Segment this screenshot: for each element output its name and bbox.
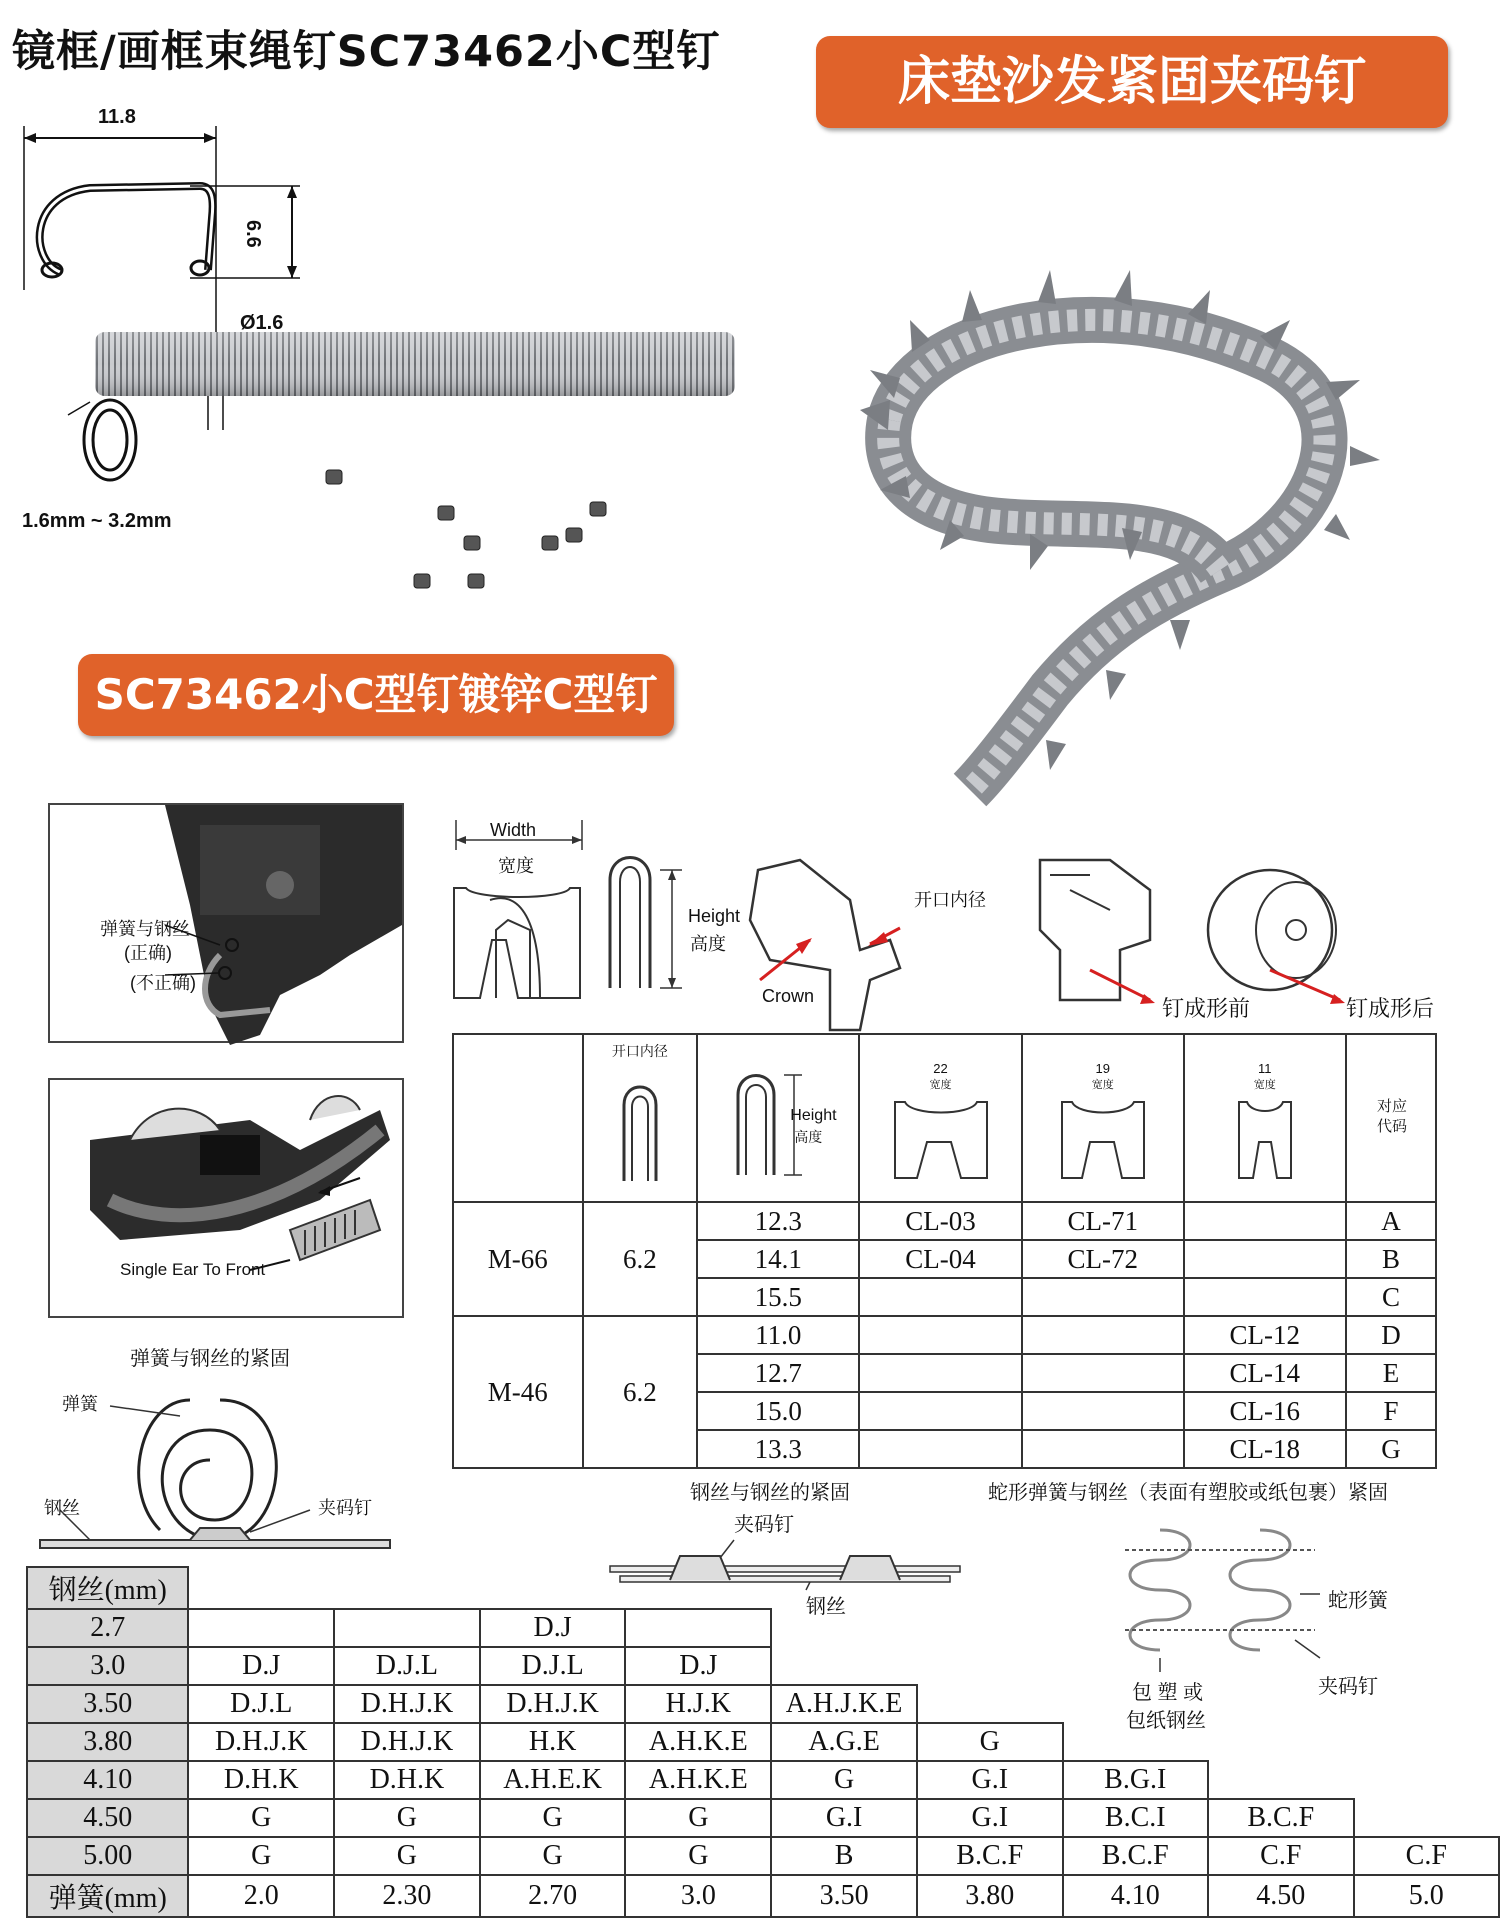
height-cn-label: 高度 [690,934,726,954]
header-code-label: 对应代码 [1377,1098,1408,1135]
compat-cell: C.F [1208,1837,1354,1875]
w19-cell: CL-71 [1022,1202,1184,1240]
model-cell: M-66 [453,1202,583,1316]
compat-cell: D.J [188,1647,334,1685]
compat-cell: D.H.J.K [480,1685,626,1723]
incorrect-label: (不正确) [130,973,196,993]
dimension-diagram [450,820,1450,1020]
compat-cell: A.G.E [771,1723,917,1761]
width-dimension-label: 11.8 [98,106,136,128]
wide-staple-icon-19 [1058,1092,1148,1182]
header-model [453,1034,583,1202]
height-staple-icon [708,1065,848,1185]
compat-cell: C.F [1354,1837,1499,1875]
code-cell: B [1346,1240,1436,1278]
w19-cell [1022,1278,1184,1316]
table-row [27,1799,1499,1837]
spring-size-cell: 4.50 [1208,1875,1354,1917]
opening-staple-icon [610,1065,670,1185]
w11-cell [1184,1278,1347,1316]
compat-cell: G.I [771,1799,917,1837]
header-w11-cn: 宽度 [1253,1079,1276,1091]
spring-footer-row [27,1875,1499,1917]
wire-header-cell: 钢丝(mm) [27,1567,188,1609]
w22-cell [859,1392,1022,1430]
compat-cell: G [625,1837,771,1875]
opening-cell: 6.2 [583,1316,698,1468]
compat-cell: D.J.L [480,1647,626,1685]
w22-cell: CL-04 [859,1240,1022,1278]
width-en-label: Width [490,820,537,840]
single-ear-label: Single Ear To Front [120,1260,266,1279]
compat-cell: B.G.I [1063,1761,1209,1799]
tool-panel-spring-wire [48,803,404,1043]
compat-cell: D.H.K [188,1761,334,1799]
compat-cell: G [334,1837,480,1875]
w11-cell: CL-16 [1184,1392,1347,1430]
compat-cell: A.H.E.K [480,1761,626,1799]
crown-label: Crown [762,986,815,1006]
spring-size-cell: 2.70 [480,1875,626,1917]
left-banner: SC73462小C型钉镀锌C型钉 [78,654,674,736]
compat-cell: A.H.K.E [625,1723,771,1761]
code-cell: A [1346,1202,1436,1240]
height-cell: 13.3 [697,1430,859,1468]
wire-size-cell: 4.10 [27,1761,188,1799]
w22-cell [859,1430,1022,1468]
height-cell: 11.0 [697,1316,859,1354]
w11-cell [1184,1202,1347,1240]
compat-cell [334,1609,480,1647]
compat-cell: G [771,1761,917,1799]
correct-label: (正确) [124,943,172,963]
clip-code-table [452,1033,1437,1469]
w19-cell [1022,1430,1184,1468]
tool-panel-loading [48,1078,404,1318]
compat-cell: B.C.F [917,1837,1063,1875]
compat-cell: D.H.J.K [334,1723,480,1761]
header-opening-label: 开口内径 [611,1043,668,1059]
wire-size-cell: 5.00 [27,1837,188,1875]
table-row [453,1316,1436,1354]
code-cell: C [1346,1278,1436,1316]
table-row [27,1647,1499,1685]
compat-cell: G [188,1799,334,1837]
compat-cell: G [480,1799,626,1837]
spring-size-cell: 5.0 [1354,1875,1499,1917]
w22-cell [859,1354,1022,1392]
wire-diameter-label: Ø1.6 [240,312,284,334]
table-row [27,1723,1499,1761]
compat-cell: G.I [917,1799,1063,1837]
w22-cell [859,1278,1022,1316]
wire-label: 钢丝 [44,1498,80,1518]
compat-cell: G [917,1723,1063,1761]
wire-wire-caption: 钢丝与钢丝的紧固 [690,1482,850,1504]
wire-wire-wire-label: 钢丝 [806,1596,846,1618]
spring-size-cell: 2.0 [188,1875,334,1917]
compat-cell: D.J [480,1609,626,1647]
compat-cell [625,1609,771,1647]
w19-cell [1022,1354,1184,1392]
compat-cell: B.C.I [1063,1799,1209,1837]
header-height-en: Height [790,1107,837,1124]
table-row [27,1837,1499,1875]
compat-cell: G [188,1837,334,1875]
header-w19-cn: 宽度 [1091,1079,1114,1091]
header-opening [583,1034,698,1202]
spring-size-cell: 3.80 [917,1875,1063,1917]
opening-cell: 6.2 [583,1202,698,1316]
after-forming-label: 钉成形后 [1346,996,1435,1021]
narrow-staple-icon-11 [1235,1092,1295,1182]
spring-header-cell: 弹簧(mm) [27,1875,188,1917]
header-w22-cn: 宽度 [929,1079,952,1091]
compat-cell: A.H.K.E [625,1761,771,1799]
compat-cell: A.H.J.K.E [771,1685,917,1723]
height-cell: 14.1 [697,1240,859,1278]
w22-cell: CL-03 [859,1202,1022,1240]
wide-staple-icon-22 [891,1092,991,1182]
header-height [697,1034,859,1202]
wire-size-cell: 3.80 [27,1723,188,1761]
height-cell: 15.5 [697,1278,859,1316]
table-row [27,1609,1499,1647]
wire-header-row [27,1567,1499,1609]
serpentine-caption: 蛇形弹簧与钢丝（表面有塑胶或纸包裹）紧固 [988,1482,1388,1504]
height-en-label: Height [688,906,741,926]
code-cell: G [1346,1430,1436,1468]
header-width-11 [1184,1034,1347,1202]
w11-cell: CL-14 [1184,1354,1347,1392]
height-dimension-label: 6.6 [242,220,264,248]
clip-label: 夹码钉 [318,1498,372,1518]
w19-cell [1022,1392,1184,1430]
wrapped-wire-label-2: 包纸钢丝 [1126,1710,1206,1732]
compat-cell: D.H.J.K [188,1723,334,1761]
serpentine-clip-label: 夹码钉 [1318,1676,1378,1698]
compat-cell: G [334,1799,480,1837]
compat-cell: B.C.F [1063,1837,1209,1875]
wire-wire-clip-label: 夹码钉 [734,1514,794,1536]
compat-cell: G [625,1799,771,1837]
compat-cell: G.I [917,1761,1063,1799]
height-cell: 12.3 [697,1202,859,1240]
header-w19-value: 19 [1095,1061,1110,1076]
header-width-19 [1022,1034,1184,1202]
c-nail-diagram [0,100,760,560]
w22-cell [859,1316,1022,1354]
w11-cell [1184,1240,1347,1278]
w19-cell [1022,1316,1184,1354]
spring-fastening-title: 弹簧与钢丝的紧固 [130,1348,290,1370]
compat-cell [188,1609,334,1647]
header-width-22 [859,1034,1022,1202]
spring-size-cell: 4.10 [1063,1875,1209,1917]
header-height-cn: 高度 [794,1129,823,1145]
header-code [1346,1034,1436,1202]
wire-range-label: 1.6mm ~ 3.2mm [22,510,172,532]
clip-coil-photo [850,270,1410,790]
wrapped-wire-label-1: 包 塑 或 [1132,1682,1204,1704]
wire-size-cell: 4.50 [27,1799,188,1837]
spring-size-cell: 3.0 [625,1875,771,1917]
compat-cell: D.J [625,1647,771,1685]
compat-cell: G [480,1837,626,1875]
opening-label: 开口内径 [914,890,986,910]
compat-cell: D.J.L [334,1647,480,1685]
w11-cell: CL-12 [1184,1316,1347,1354]
spring-label: 弹簧 [62,1394,98,1414]
spring-size-cell: 2.30 [334,1875,480,1917]
model-cell: M-46 [453,1316,583,1468]
height-cell: 15.0 [697,1392,859,1430]
wire-size-cell: 3.50 [27,1685,188,1723]
page-title: 镜框/画框束绳钉SC73462小C型钉 [12,27,721,77]
height-cell: 12.7 [697,1354,859,1392]
right-banner: 床垫沙发紧固夹码钉 [816,36,1448,128]
wire-size-cell: 2.7 [27,1609,188,1647]
compat-cell: D.H.J.K [334,1685,480,1723]
serpentine-spring-label: 蛇形簧 [1328,1590,1388,1612]
wire-compat-table [26,1566,1500,1918]
w11-cell: CL-18 [1184,1430,1347,1468]
spring-size-cell: 3.50 [771,1875,917,1917]
header-w22-value: 22 [933,1061,948,1076]
code-cell: F [1346,1392,1436,1430]
compat-cell: B.C.F [1208,1799,1354,1837]
compat-cell: D.J.L [188,1685,334,1723]
header-w11-value: 11 [1258,1061,1272,1076]
w19-cell: CL-72 [1022,1240,1184,1278]
table-header-row [453,1034,1436,1202]
code-cell: D [1346,1316,1436,1354]
table-row [27,1761,1499,1799]
compat-cell: B [771,1837,917,1875]
compat-cell: H.J.K [625,1685,771,1723]
compat-cell: D.H.K [334,1761,480,1799]
compat-cell: H.K [480,1723,626,1761]
before-forming-label: 钉成形前 [1162,996,1251,1021]
spring-wire-label: 弹簧与钢丝 [100,919,190,939]
code-cell: E [1346,1354,1436,1392]
wire-size-cell: 3.0 [27,1647,188,1685]
table-row [453,1202,1436,1240]
table-row [27,1685,1499,1723]
width-cn-label: 宽度 [498,856,534,876]
